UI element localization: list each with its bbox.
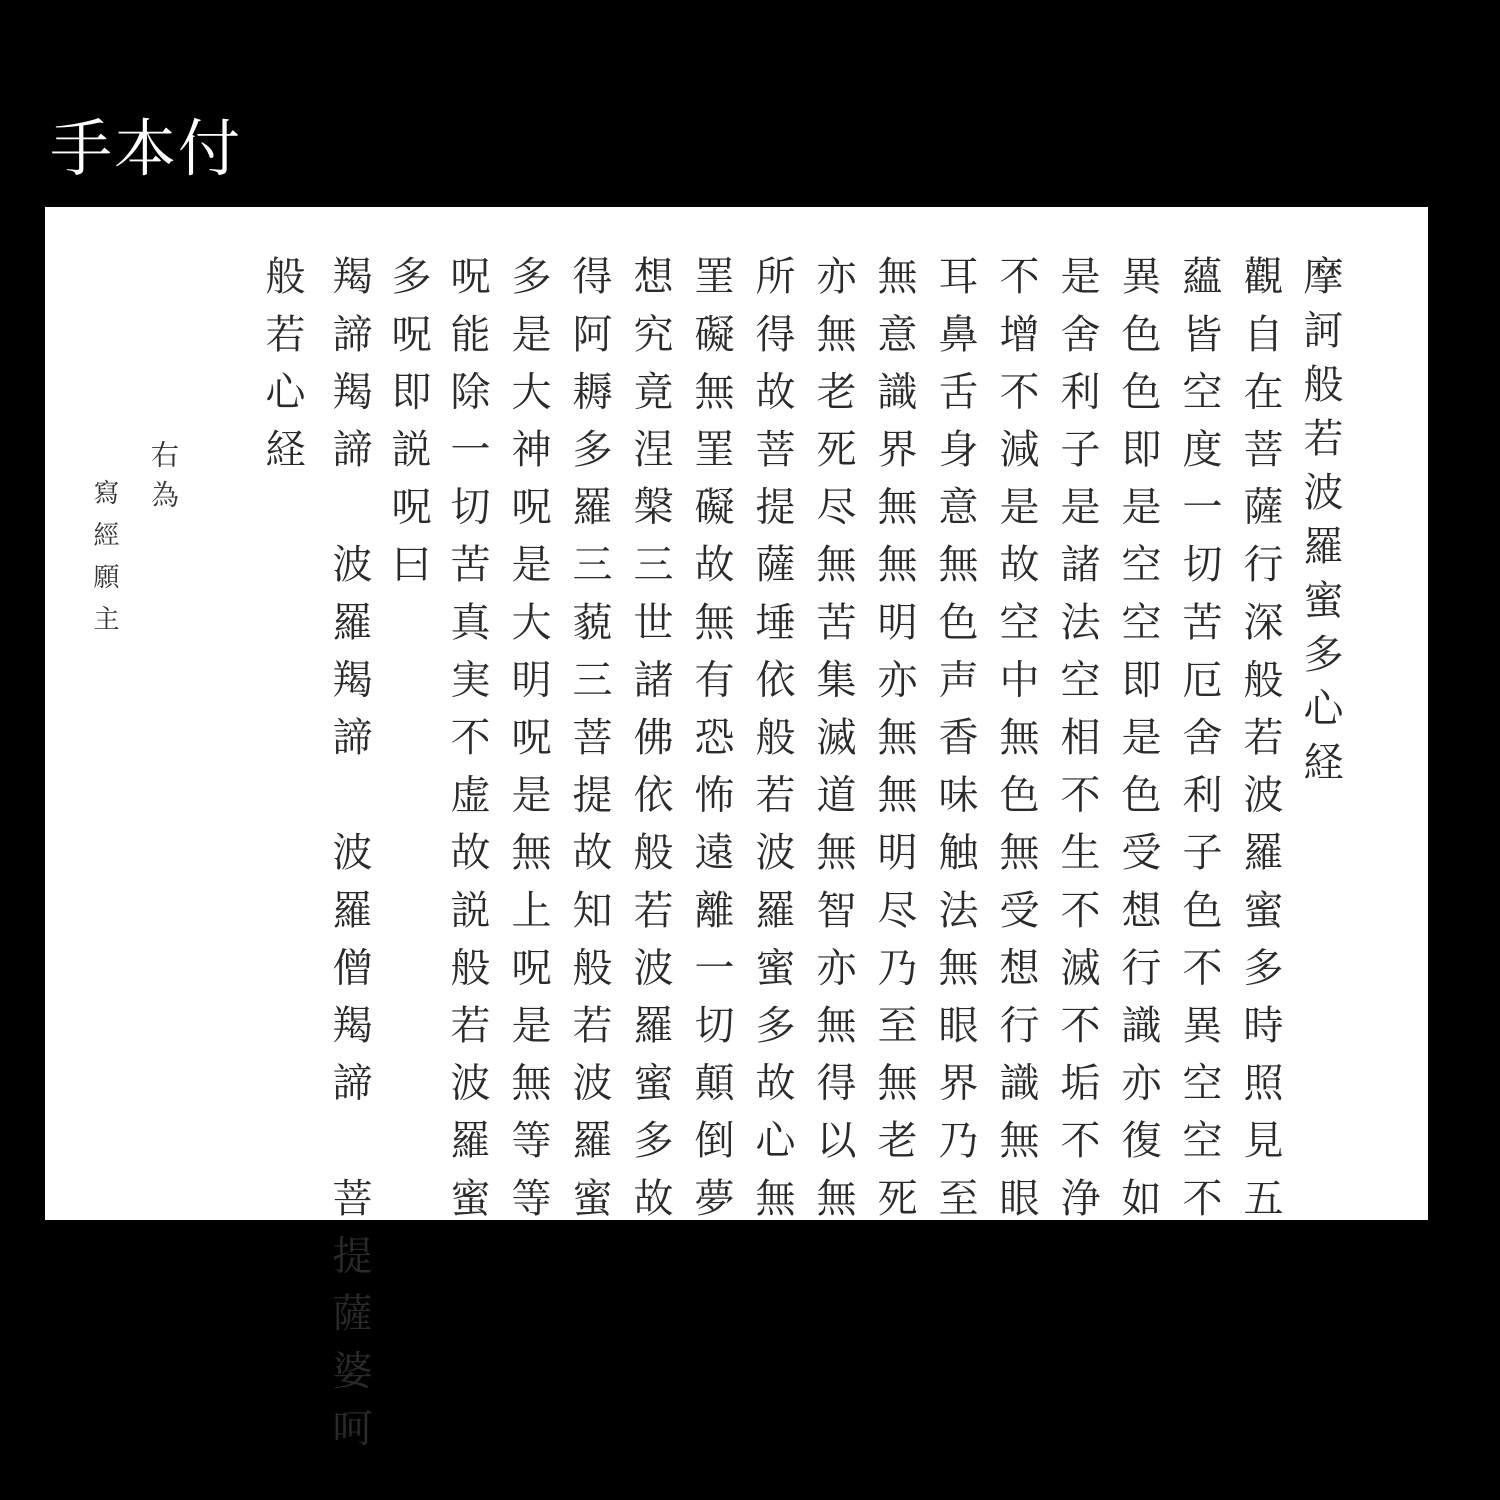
sutra-column-14: 呪能除一切苦真実不虚故説般若波羅蜜	[444, 255, 490, 1235]
sutra-column-10: 罣礙無罣礙故無有恐怖遠離一切顛倒夢	[688, 255, 734, 1235]
sutra-title: 摩訶般若波羅蜜多心経	[1297, 255, 1343, 795]
sutra-column-9: 所得故菩提薩埵依般若波羅蜜多故心無	[749, 255, 795, 1235]
sutra-column-13: 多是大神呪是大明呪是無上呪是無等等	[505, 255, 551, 1235]
sutra-mantra: 羯諦羯諦 波羅羯諦 波羅僧羯諦 菩提薩婆呵	[326, 255, 372, 1465]
sutra-end-title: 般若心経	[259, 255, 305, 486]
dedication-for: 右為	[147, 440, 180, 520]
sutra-column-11: 想究竟涅槃三世諸佛依般若波羅蜜多故	[627, 255, 673, 1235]
sutra-column-2: 蘊皆空度一切苦厄舍利子色不異空空不	[1176, 255, 1222, 1235]
sutra-column-3: 異色色即是空空即是色受想行識亦復如	[1115, 255, 1161, 1235]
sutra-column-6: 耳鼻舌身意無色声香味触法無眼界乃至	[932, 255, 978, 1235]
sutra-column-7: 無意識界無無明亦無無明尽乃至無老死	[871, 255, 917, 1235]
sutra-column-8: 亦無老死尽無苦集滅道無智亦無得以無	[810, 255, 856, 1235]
sutra-column-1: 觀自在菩薩行深般若波羅蜜多時照見五	[1237, 255, 1283, 1235]
sutra-column-4: 是舍利子是諸法空相不生不滅不垢不浄	[1054, 255, 1100, 1235]
header-label: 手本付	[50, 112, 243, 185]
dedication-patron: 寫經願主	[89, 479, 119, 647]
sutra-column-12: 得阿耨多羅三藐三菩提故知般若波羅蜜	[566, 255, 612, 1235]
sutra-column-5: 不增不減是故空中無色無受想行識無眼	[993, 255, 1039, 1235]
sutra-sheet	[45, 207, 1428, 1465]
sutra-column-15: 多呪即説呪曰	[385, 255, 431, 601]
